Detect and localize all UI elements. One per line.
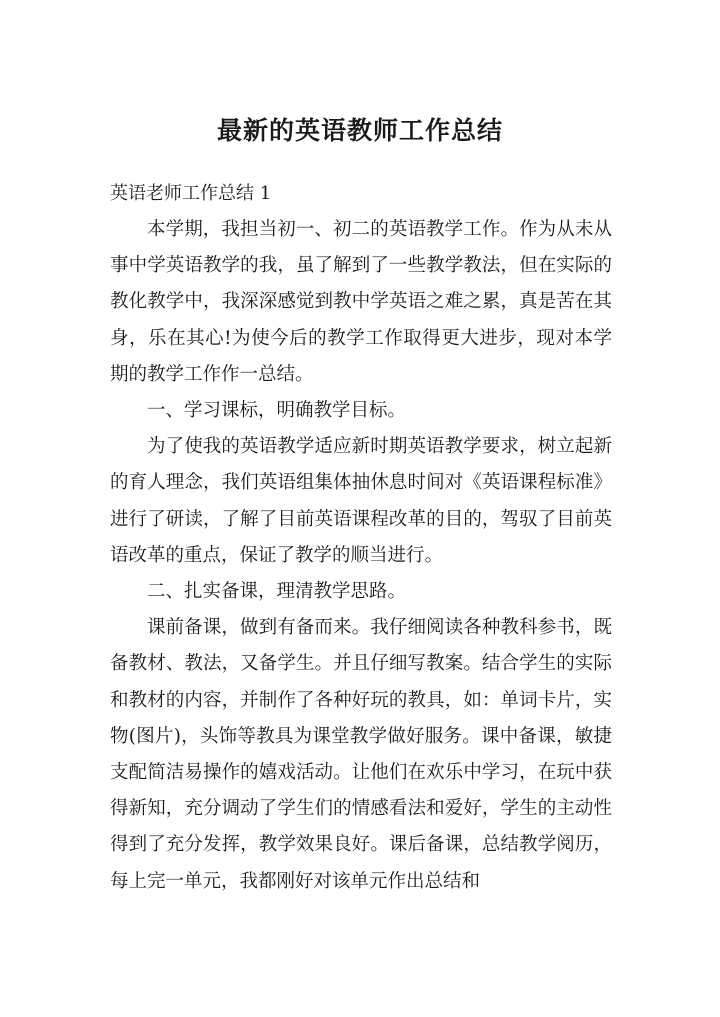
paragraph-intro: 本学期，我担当初一、初二的英语教学工作。作为从未从事中学英语教学的我，虽了解到了一些教学教法，但在实际的教化教学中，我深深感觉到教中学英语之难之累，真是苦在其身，乐在其心!为使今后的教学工作取得更大进步，现对本学期的教学工作作一总结。 <box>110 219 612 385</box>
paragraph-curriculum: 为了使我的英语教学适应新时期英语教学要求，树立起新的育人理念，我们英语组集体抽休息时间对《英语课程标准》进行了研读，了解了目前英语课程改革的目的，驾驭了目前英语改革的重点，保证了教学的顺当进行。 <box>110 436 612 566</box>
heading-lesson-prep: 二、扎实备课，理清教学思路。 <box>147 581 407 603</box>
document-title: 最新的英语教师工作总结 <box>216 116 503 145</box>
heading-study-curriculum: 一、学习课标，明确教学目标。 <box>147 400 407 422</box>
document-body <box>110 212 612 900</box>
paragraph-lesson-prep: 课前备课，做到有备而来。我仔细阅读各种教科参书，既备教材、教法，又备学生。并且仔细写教案。结合学生的实际和教材的内容，并制作了各种好玩的教具，如：单词卡片，实物(图片)，头饰等教具为课堂教学做好服务。课中备课，敏捷支配简洁易操作的嬉戏活动。让他们在欢乐中学习，在玩中获得新知，充分调动了学生们的情感看法和爱好，学生的主动性得到了充分发挥，教学效果良好。课后备课，总结教学阅历，每上完一单元，我都刚好对该单元作出总结和 <box>110 617 612 892</box>
section-heading: 英语老师工作总结 1 <box>110 183 272 204</box>
